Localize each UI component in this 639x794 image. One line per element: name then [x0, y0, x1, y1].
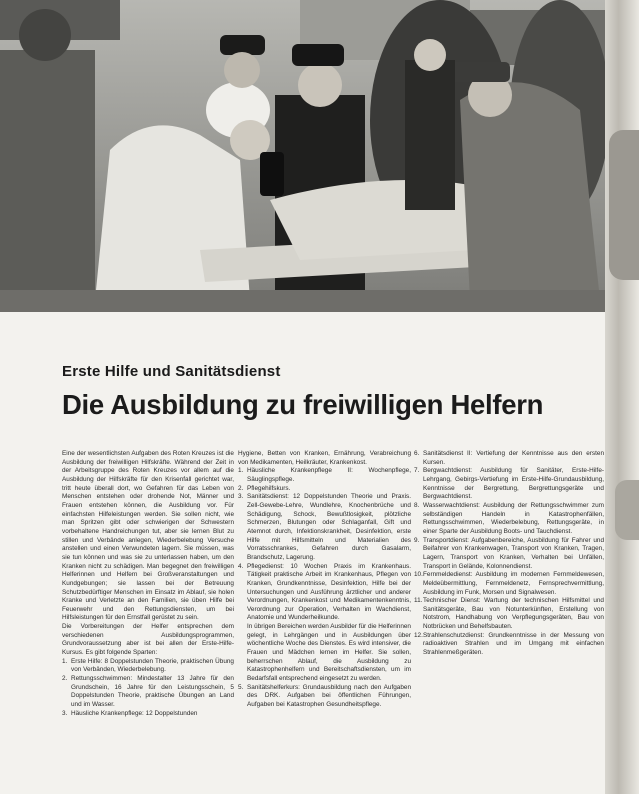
- list-text: Pflegehilfskurs.: [247, 484, 291, 492]
- text-column-2: [238, 450, 411, 710]
- section-kicker: Erste Hilfe und Sanitätsdienst: [62, 363, 281, 380]
- course-list-1: [62, 658, 234, 719]
- list-number: 3.: [62, 709, 68, 717]
- list-text: Technischer Dienst: Wartung der technischen Hilfsmittel und Sanitätsgeräte, Bau von Notunterkünften, Erstellung von Notstrom, Handhabung von Verpflegungsgeräten, Bau von Notbrücken und Behelfsbauten.: [423, 597, 604, 631]
- list-number: 1.: [62, 657, 68, 665]
- list-item: [414, 537, 604, 572]
- list-item: [414, 571, 604, 597]
- list-number: 7.: [414, 467, 420, 475]
- list-text: Bergwachtdienst: Ausbildung für Sanitäter, Erste-Hilfe-Lehrgang, Gebirgs-Vertiefung im Erste-Hilfe-Grundausbildung, Kenntnisse der Bergrettung, Bergrettungsgeräte und Bergwachtdienst.: [423, 467, 604, 501]
- list-text: In übrigen Bereichen werden Ausbilder für die Helferinnen gelegt, in Lehrgängen und in Ausbildungen über wöchentliche Woche des Dienstes. Es wird intensiver, die Frauen und Mädchen lernen im Helfer. Sie sollen, beherrschen Ablauf, die Ausbildung zu Katastrophenhelfern und Bereitschaftsdiensten, um im Bedarfsfall entsprechend eingesetzt zu werden.: [247, 623, 411, 683]
- list-item: [238, 684, 411, 710]
- list-item: [238, 493, 411, 562]
- list-item: [62, 675, 234, 710]
- list-item: [238, 485, 411, 494]
- list-text: Häusliche Krankenpflege II: Wochenpflege, Säuglingspflege.: [247, 467, 411, 483]
- list-number: 12.: [414, 631, 423, 639]
- text-column-1: [62, 450, 234, 718]
- list-item: [414, 467, 604, 502]
- list-number: 1.: [238, 467, 244, 475]
- list-text: Sanitätshelferkurs: Grundausbildung nach den Aufgaben des DRK. Aufgaben bei öffentlichen Führungen, Aufgaben bei Katastrophen Gesundheitspflege.: [247, 683, 411, 709]
- list-number: 4.: [238, 562, 244, 570]
- list-number: 10.: [414, 571, 423, 579]
- article-photo: [0, 0, 605, 312]
- list-number: 2.: [238, 484, 244, 492]
- list-item: [414, 450, 604, 467]
- list-item: [238, 467, 411, 484]
- list-number: 6.: [414, 450, 420, 457]
- list-number: 2.: [62, 675, 68, 683]
- list-item: [238, 623, 411, 684]
- adjacent-page-edge: [605, 0, 639, 794]
- list-item: [414, 597, 604, 632]
- edge-photo-fragment-2: [615, 480, 639, 540]
- intro-paragraph-2: Die Vorbereitungen der Helfer entsprechen dem verschiedenen Ausbildungsprogrammen, Grundvoraussetzung aber ist bei allen der Erste-Hilfe-Kursus. Es gibt folgende Sparten:: [62, 623, 234, 657]
- photo-image: [0, 0, 605, 312]
- column-lead: Hygiene, Betten von Kranken, Ernährung, Verabreichung von Medikamenten, Heilkräuter, Krankenkost.: [238, 450, 411, 466]
- list-item: [62, 658, 234, 675]
- list-number: 11.: [414, 597, 423, 605]
- list-item: [238, 563, 411, 624]
- list-item: [414, 632, 604, 658]
- list-text: Strahlenschutzdienst: Grundkenntnisse in der Messung von radioaktiven Strahlen und im Umgang mit einfachen Strahlenmeßgeräten.: [423, 631, 604, 657]
- list-item: [62, 710, 234, 719]
- intro-paragraph: Eine der wesentlichsten Aufgaben des Roten Kreuzes ist die Ausbildung der freiwilligen Hilfskräfte. Während der Zeit in der Arbeitsgruppe des Roten Kreuzes vor allem auf die Ausbildung der Hilfskräfte für den Krisenfall gerichtet war, tritt heute überall dort, wo Gefahren für das Leben von Menschen entstehen oder drohende Not, Männer und Frauen entstehen können, die Ausbildung vor. Für einfachsten Hilfeleistungen werden. Sie sollen nicht, wie man Spritzen gibt oder schwierigen der Schwestern vorbehaltene Handreichungen tut, aber sie lernen Blut zu stillen und Verbände anlegen, Wiederbelebung Versuche anstellen und einen Verwundeten lagern. Sie müssen, was sie tun können und was sie zu unterlassen haben, um den Kranken nicht zu schädigen. Man begegnet den freiwilligen Helferinnen und Helfern bei Großveranstaltungen und Kundgebungen; sie lassen bei der Betreuung Schutzbedürftiger Menschen im Einsatz im Ablauf, sie holen Kranke und Verletzte an den Familien, sie üben Hilfe bei Feuerwehr und den Rettungsdiensten, um bei Hilfsleistungen für den Ernstfall gerüstet zu sein.: [62, 450, 234, 622]
- list-number: 3.: [238, 493, 244, 501]
- list-text: Häusliche Krankenpflege: 12 Doppelstunden: [71, 709, 198, 717]
- list-text: Pflegedienst: 10 Wochen Praxis im Krankenhaus. Tätigkeit praktische Arbeit im Krankenhaus, Pflegen von Kranken, Grundkenntnisse, Desinfektion, Hilfe bei der Untersuchungen und Ausführung ärztlicher und anderer Verordnungen, Krankenkost und Medikamentenkenntnis, Verordnung zur Operation, Verhalten im Wachdienst, Anatomie und Wunderheilkunde.: [247, 562, 411, 622]
- list-text: Transportdienst: Aufgabenbereiche, Ausbildung für Fahrer und Beifahrer von Krankenwagen, Transport von Kranken, Tragen, Lagern, Transport von Kranken, Verhalten bei Unfällen, Transport in Gelände, Kolonnendienst.: [423, 536, 604, 570]
- edge-photo-fragment: [609, 130, 639, 280]
- list-text: Wasserwachtdienst: Ausbildung der Rettungsschwimmer zum selbständigen Handeln in Katastrophenfällen, Rettungsschwimmen, Wiederbelebung, Rettungsgeräte, in einer Sparte der Ausbildung Boots- und Tauchdienst.: [423, 501, 604, 535]
- course-list-3: [414, 450, 604, 658]
- list-text: Sanitätsdienst: 12 Doppelstunden Theorie und Praxis. Zell-Gewebe-Lehre, Wundlehre, Knochenbrüche und Schädigung, Schock, Bewußtlosigkeit, plötzliche Schmerzen, Blutungen oder Schlaganfall, Gift und Atemnot durch, Infektionskrankheit, Desinfektion, erste Hilfe mit Hilfsmitteln und Materialien des Vorratsschrankes, Gefahren durch Gasalarm, Brandschutz, Lagerung.: [247, 493, 411, 561]
- course-list-2: [238, 467, 411, 709]
- list-text: Rettungsschwimmen: Mindestalter 13 Jahre für den Grundschein, 16 Jahre für den Leistungsschein, 5 Doppelstunden Theorie, praktische Übungen an Land und im Wasser.: [71, 675, 234, 709]
- list-number: 5.: [238, 683, 244, 691]
- list-text: Sanitätsdienst II: Vertiefung der Kenntnisse aus den ersten Kursen.: [423, 450, 604, 466]
- list-number: 9.: [414, 536, 420, 544]
- list-text: Fernmeldedienst: Ausbildung im modernen Fernmeldewesen, Meldeübermittlung, Fernmeldenetz, Fernsprechvermittlung, Ausbildung im Funk, Morsen und Signalwesen.: [423, 571, 604, 596]
- article-headline: Die Ausbildung zu freiwilligen Helfern: [62, 389, 544, 420]
- list-number: 8.: [414, 501, 420, 509]
- list-text: Erste Hilfe: 8 Doppelstunden Theorie, praktischen Übung von Verbänden, Wiederbelebung.: [71, 657, 234, 674]
- list-item: [414, 502, 604, 537]
- text-column-3: [414, 450, 604, 658]
